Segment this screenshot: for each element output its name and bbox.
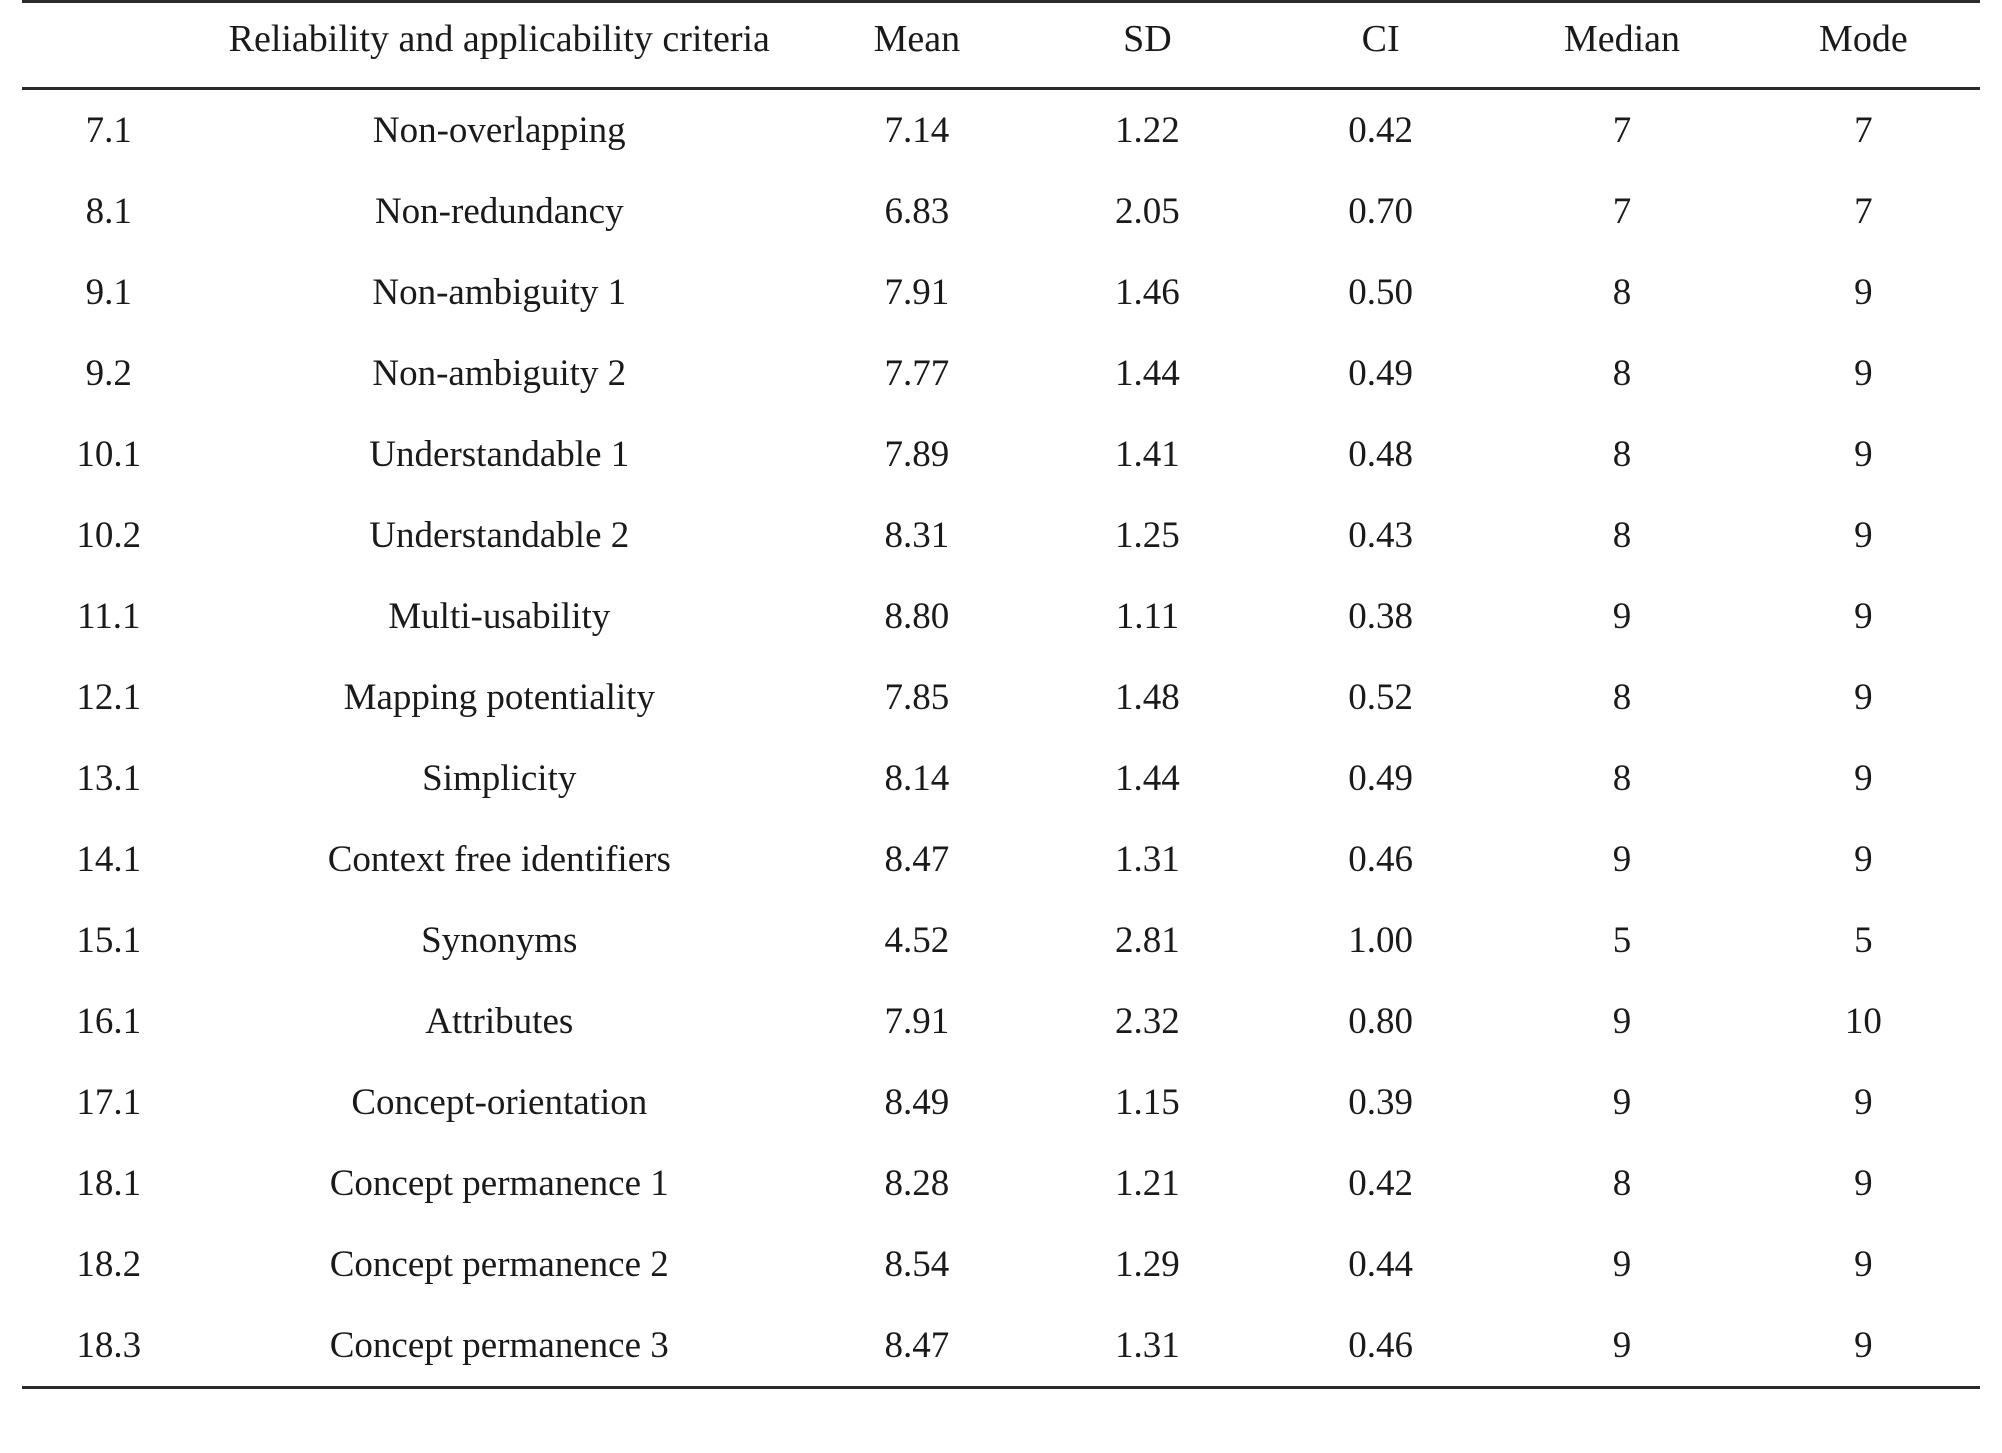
table-row [22,576,1980,657]
cell-median: 5 [1612,920,1632,961]
cell-mean: 7.91 [884,272,950,313]
cell-mean: 8.47 [884,839,950,880]
cell-id: 15.1 [76,920,142,961]
column-header-criteria: Reliability and applicability criteria [228,18,770,60]
cell-mean: 6.83 [884,191,950,232]
cell-mode: 9 [1854,677,1873,718]
cell-mean: 8.47 [803,1305,1031,1388]
cell-mode: 9 [1854,515,1873,556]
cell-criteria: Concept permanence 2 [329,1244,669,1285]
cell-id: 8.1 [85,191,132,232]
cell-median: 9 [1612,1001,1632,1042]
table-row [22,1305,1980,1388]
cell-sd: 1.25 [1115,515,1180,556]
cell-sd: 1.31 [1115,839,1180,880]
cell-criteria: Non-overlapping [372,110,626,151]
cell-ci: 0.42 [1348,110,1413,151]
cell-sd: 1.44 [1115,758,1180,799]
cell-id: 13.1 [76,758,142,799]
table-row [22,89,1980,172]
cell-sd: 2.32 [1115,1001,1180,1042]
cell-criteria: Attributes [425,1001,574,1042]
cell-criteria: Non-redundancy [374,191,624,232]
cell-sd: 1.46 [1115,272,1180,313]
cell-criteria: Non-ambiguity 2 [372,353,627,394]
cell-median: 9 [1612,1244,1632,1285]
table-row [22,495,1980,576]
cell-median: 8 [1612,677,1632,718]
cell-mode: 10 [1844,1001,1882,1042]
cell-criteria: Understandable 2 [369,515,630,556]
cell-mode: 9 [1854,434,1873,475]
table-row [22,1062,1980,1143]
table-header [22,2,1980,89]
cell-ci: 0.80 [1348,1001,1413,1042]
cell-median: 9 [1612,1082,1632,1123]
cell-sd: 1.41 [1115,434,1180,475]
cell-mean: 8.28 [884,1163,950,1204]
column-header-mode: Mode [1819,18,1908,60]
cell-id: 12.1 [76,677,142,718]
cell-id: 18.2 [76,1244,142,1285]
cell-ci: 0.50 [1348,272,1413,313]
cell-criteria: Synonyms [421,920,578,961]
cell-id: 9.2 [85,353,132,394]
cell-criteria: Multi-usability [388,596,611,637]
cell-criteria: Concept permanence 3 [196,1305,803,1388]
table-row [22,900,1980,981]
cell-median: 8 [1612,353,1632,394]
cell-sd: 1.48 [1115,677,1180,718]
column-header-median: Median [1563,18,1681,60]
cell-ci: 0.46 [1264,1305,1497,1388]
cell-id: 9.1 [85,272,132,313]
cell-ci: 0.46 [1348,839,1413,880]
cell-mean: 8.49 [884,1082,950,1123]
cell-id: 14.1 [76,839,142,880]
cell-id: 10.2 [76,515,142,556]
table-row [22,981,1980,1062]
cell-median: 8 [1612,515,1632,556]
cell-sd: 1.11 [1115,596,1180,637]
cell-criteria: Simplicity [422,758,577,799]
cell-ci: 0.42 [1348,1163,1413,1204]
table-row [22,1224,1980,1305]
cell-mode: 9 [1854,758,1873,799]
cell-ci: 0.38 [1348,596,1413,637]
cell-mode: 9 [1854,353,1873,394]
cell-criteria: Context free identifiers [327,839,671,880]
cell-mode: 9 [1854,1244,1873,1285]
cell-id: 7.1 [85,110,132,151]
cell-median: 8 [1612,434,1632,475]
cell-sd: 1.21 [1115,1163,1180,1204]
cell-id: 11.1 [77,596,141,637]
cell-sd: 2.81 [1115,920,1180,961]
cell-sd: 1.44 [1115,353,1180,394]
cell-ci: 1.00 [1348,920,1413,961]
criteria-statistics-table [22,0,1980,1389]
cell-median: 7 [1612,110,1632,151]
cell-id: 10.1 [76,434,142,475]
cell-sd: 1.29 [1115,1244,1180,1285]
cell-ci: 0.44 [1348,1244,1413,1285]
cell-mode: 7 [1854,110,1873,151]
column-header-sd: SD [1123,18,1172,60]
table-row [22,171,1980,252]
cell-mode: 9 [1854,596,1873,637]
cell-mean: 7.77 [884,353,950,394]
column-header-id [22,2,196,89]
cell-ci: 0.43 [1348,515,1413,556]
table-row [22,657,1980,738]
cell-sd: 1.15 [1115,1082,1180,1123]
table-row [22,252,1980,333]
cell-sd: 2.05 [1115,191,1180,232]
cell-criteria: Understandable 1 [369,434,630,475]
cell-median: 9 [1612,596,1632,637]
table-row [22,738,1980,819]
column-header-ci: CI [1361,18,1400,60]
cell-criteria: Mapping potentiality [343,677,655,718]
cell-mean: 7.14 [884,110,950,151]
cell-mean: 7.91 [884,1001,950,1042]
cell-mean: 8.14 [884,758,950,799]
cell-median: 7 [1612,191,1632,232]
cell-mean: 8.54 [884,1244,950,1285]
cell-mode: 5 [1854,920,1873,961]
cell-id: 18.3 [22,1305,196,1388]
cell-mode: 9 [1854,272,1873,313]
table-row [22,333,1980,414]
cell-mode: 9 [1854,839,1873,880]
cell-criteria: Concept-orientation [351,1082,648,1123]
cell-mode: 9 [1747,1305,1980,1388]
table-body [22,89,1980,1388]
cell-mode: 9 [1854,1163,1873,1204]
cell-ci: 0.48 [1348,434,1413,475]
cell-ci: 0.52 [1348,677,1413,718]
cell-id: 18.1 [76,1163,142,1204]
cell-median: 9 [1497,1305,1746,1388]
table-row [22,414,1980,495]
cell-mean: 4.52 [884,920,950,961]
cell-median: 8 [1612,272,1632,313]
cell-sd: 1.31 [1031,1305,1264,1388]
table-row [22,819,1980,900]
cell-sd: 1.22 [1115,110,1180,151]
cell-id: 17.1 [76,1082,142,1123]
cell-ci: 0.49 [1348,353,1413,394]
cell-mean: 8.31 [884,515,950,556]
cell-criteria: Concept permanence 1 [329,1163,669,1204]
cell-ci: 0.70 [1348,191,1413,232]
cell-mean: 8.80 [884,596,950,637]
cell-median: 8 [1612,758,1632,799]
column-header-mean: Mean [873,18,961,60]
cell-ci: 0.39 [1348,1082,1413,1123]
cell-mean: 7.85 [884,677,950,718]
cell-id: 16.1 [76,1001,142,1042]
cell-mode: 9 [1854,1082,1873,1123]
cell-criteria: Non-ambiguity 1 [372,272,627,313]
cell-median: 9 [1612,839,1632,880]
cell-ci: 0.49 [1348,758,1413,799]
cell-mode: 7 [1854,191,1873,232]
cell-median: 8 [1612,1163,1632,1204]
table-row [22,1143,1980,1224]
cell-mean: 7.89 [884,434,950,475]
